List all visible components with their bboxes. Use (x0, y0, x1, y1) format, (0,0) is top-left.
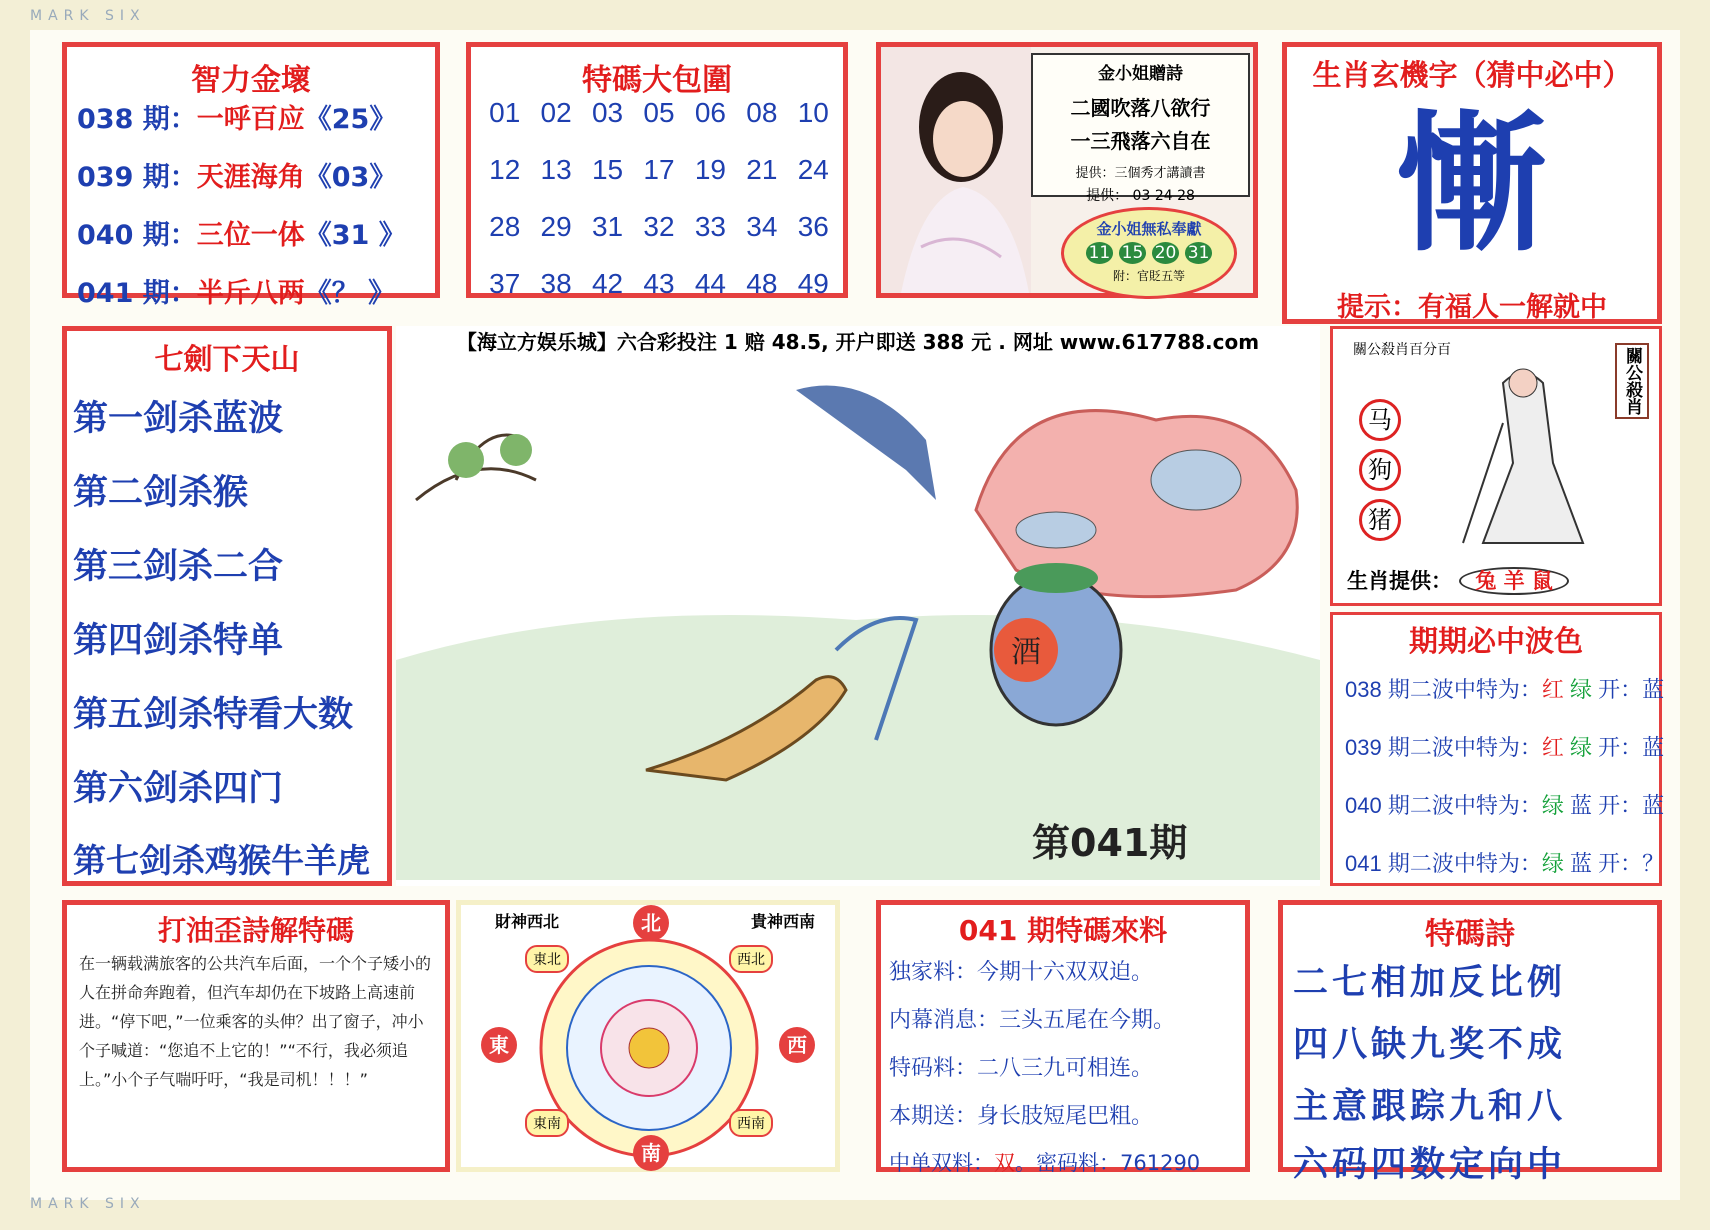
zodiac-provide: 生肖提供： 兔 羊 鼠 (1347, 565, 1569, 595)
special-number: 12 (489, 154, 521, 185)
center-illustration (396, 326, 1320, 886)
card-title: 金小姐贈詩 (1098, 64, 1183, 84)
special-number: 02 (540, 97, 572, 128)
card-note: 提供：三個秀才講讀書 (1075, 166, 1206, 181)
panel-numbers (466, 42, 848, 298)
compass-right-label: 貴神西南 (750, 912, 815, 931)
painting (396, 360, 1320, 880)
special-number: 32 (643, 211, 675, 242)
girl-portrait (881, 47, 1031, 293)
special-number: 01 (489, 97, 521, 128)
guangong-title: 關公殺肖百分百 (1353, 342, 1451, 358)
special-number: 21 (746, 154, 778, 185)
jar-label: 酒 (1011, 635, 1041, 670)
dir-north: 北 (633, 905, 669, 941)
special-number: 49 (797, 268, 829, 299)
dir-east: 東 (481, 1027, 517, 1063)
panel-title: 期期必中波色 (1408, 624, 1583, 658)
special-number: 10 (797, 97, 829, 128)
panel-title: 七劍下天山 (154, 342, 300, 376)
hint-text: 提示：有福人一解就中 (1337, 292, 1607, 323)
data-line: 特码料：二八三九可相连。 (889, 1056, 1154, 1081)
special-number: 38 (540, 268, 572, 299)
special-number: 31 (591, 211, 624, 242)
badge-numbers: 11 15 20 31 (1064, 243, 1234, 263)
special-number: 36 (797, 211, 829, 242)
panel-zhili (62, 42, 440, 309)
poem-line: 二七相加反比例 (1293, 963, 1567, 1003)
panel-story (62, 900, 450, 1172)
sword-item: 第二剑杀猴 (73, 473, 249, 513)
special-number: 34 (746, 211, 778, 242)
panel-title: 智力金壞 (191, 63, 311, 98)
special-number: 29 (540, 211, 572, 242)
special-number: 08 (746, 97, 778, 128)
card-poem-line: 二國吹落八欲行 (1070, 96, 1211, 120)
ad-banner: 【海立方娱乐城】六合彩投注 1 赔 48.5, 开户即送 388 元 . 网址 www.617788.com (456, 330, 1260, 354)
panel-data (876, 900, 1250, 1175)
dir-south: 南 (633, 1135, 669, 1171)
guangong-figure (1443, 343, 1603, 553)
poem-line: 四八缺九奖不成 (1293, 1025, 1567, 1065)
special-number: 03 (591, 97, 624, 128)
poem-line: 六码四数定向中 (1293, 1145, 1567, 1185)
killed-zodiac: 狗 (1359, 449, 1401, 491)
banner-text: MARK SIX (30, 8, 146, 24)
special-number: 44 (694, 268, 726, 299)
data-line: 独家料：今期十六双双迫。 (889, 960, 1154, 985)
bottom-banner-strip (30, 1196, 1680, 1216)
special-number: 17 (643, 154, 675, 185)
mystery-character: 慚 (1396, 98, 1547, 272)
wave-row: 039 期二波中特为：红 绿 开：蓝 (1345, 735, 1665, 760)
sword-item: 第六剑杀四门 (73, 769, 284, 809)
panel-title: 生肖玄機字（猜中必中） (1312, 58, 1632, 92)
panel-guangong (1330, 326, 1662, 606)
sword-item: 第三剑杀二合 (73, 547, 284, 587)
card-provide: 提供： 03 24 28 (1086, 188, 1195, 204)
banner-text-bottom: MARK SIX (30, 1196, 146, 1212)
panel-title: 特碼大包圍 (582, 63, 732, 98)
zhili-row: 040 期：三位一体《31 》 (77, 220, 406, 251)
compass-left-label: 財神西北 (495, 912, 560, 931)
panel-title: 041 期特碼來料 (958, 914, 1168, 947)
panel-jin (876, 42, 1258, 298)
special-number: 43 (643, 268, 675, 299)
badge-title: 金小姐無私奉獻 (1096, 220, 1202, 238)
dir-southwest: 西南 (729, 1109, 773, 1137)
dir-northwest: 西北 (729, 945, 773, 973)
data-line: 中单双料：双。密码料：761290 (889, 1151, 1201, 1175)
card-poem-line: 一三飛落六自在 (1070, 129, 1211, 153)
panel-wave (1330, 612, 1665, 886)
panel-shengxiao (1282, 42, 1662, 324)
special-number: 06 (694, 97, 726, 128)
panel-swords (62, 326, 392, 886)
special-number: 13 (540, 154, 572, 185)
killed-zodiac: 猪 (1359, 499, 1401, 541)
period-label: 第041期 (1032, 821, 1188, 865)
sword-item: 第五剑杀特看大数 (73, 695, 354, 735)
killed-zodiac: 马 (1359, 399, 1401, 441)
special-number: 19 (694, 154, 726, 185)
data-line: 本期送：身长肢短尾巴粗。 (889, 1104, 1154, 1129)
zhili-row: 039 期：天涯海角《03》 (77, 162, 397, 193)
poem-line: 主意跟踪九和八 (1293, 1087, 1567, 1127)
panel-title: 特碼詩 (1425, 917, 1515, 952)
special-number: 48 (746, 268, 778, 299)
dir-northeast: 東北 (525, 945, 569, 973)
panel-title: 打油歪詩解特碼 (157, 914, 354, 947)
zhili-row: 038 期：一呼百应《25》 (77, 104, 397, 135)
guangong-side: 關公殺肖 (1615, 343, 1649, 419)
sword-item: 第四剑杀特单 (73, 621, 284, 661)
sword-item: 第七剑杀鸡猴牛羊虎 (73, 841, 370, 880)
dir-west: 西 (779, 1027, 815, 1063)
number-grid (479, 97, 839, 300)
special-number: 05 (643, 97, 675, 128)
panel-compass (456, 900, 840, 1172)
zhili-row: 041 期：半斤八两《？ 》 (77, 278, 396, 309)
top-banner-strip (30, 8, 1680, 28)
badge-footer: 附：官貶五等 (1112, 269, 1185, 283)
special-number: 28 (489, 211, 521, 242)
wave-row: 041 期二波中特为：绿 蓝 开：？ (1345, 851, 1665, 876)
special-number: 37 (489, 268, 521, 299)
special-number: 42 (591, 268, 624, 299)
special-number: 24 (797, 154, 829, 185)
special-number: 15 (591, 154, 624, 185)
wave-row: 040 期二波中特为：绿 蓝 开：蓝 (1345, 793, 1665, 818)
wave-row: 038 期二波中特为：红 绿 开：蓝 (1345, 677, 1665, 702)
data-line: 内幕消息：三头五尾在今期。 (889, 1008, 1176, 1033)
dir-southeast: 東南 (525, 1109, 569, 1137)
story-text: 在一辆载满旅客的公共汽车后面，一个个子矮小的人在拼命奔跑着，但汽车却仍在下坡路上高速前进。“停下吧，”一位乘客的头伸？出了窗子，冲小个子喊道：“您追不上它的！”“不行，我必须追上。”小个子气喘吁吁，“我是司机！！！” (79, 954, 432, 1089)
panel-poem (1278, 900, 1662, 1185)
jin-card (1031, 53, 1250, 204)
sword-item: 第一剑杀蓝波 (73, 399, 284, 439)
special-number: 33 (694, 211, 726, 242)
jin-badge (1061, 207, 1237, 299)
